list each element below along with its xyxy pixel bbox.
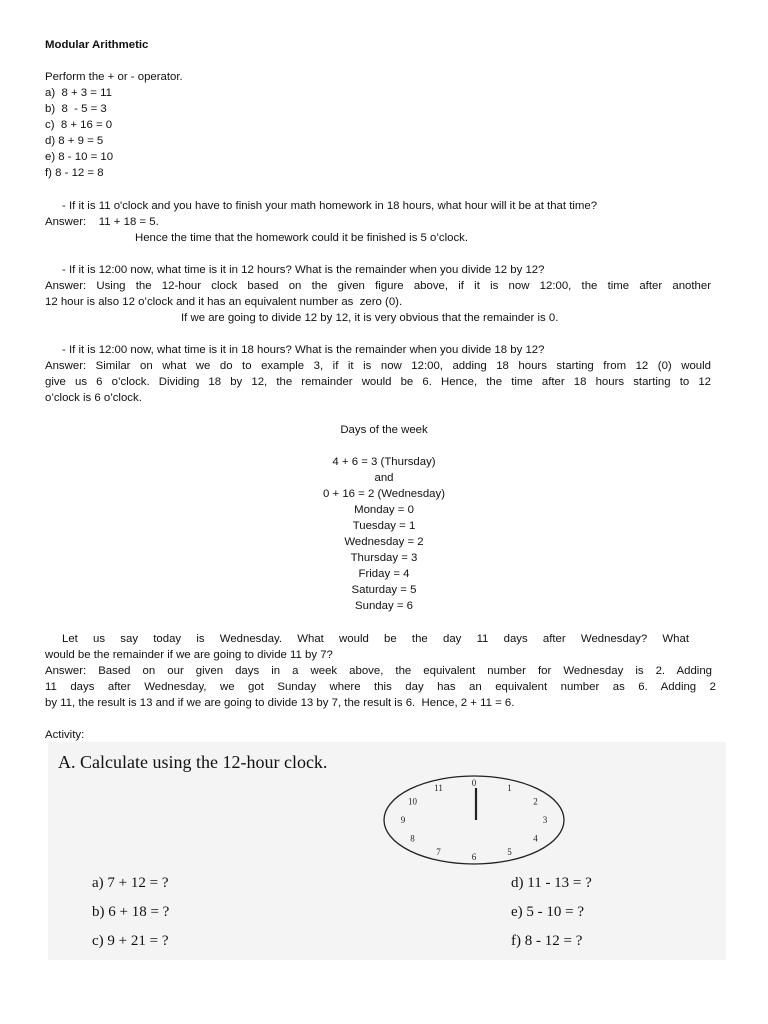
clock-icon xyxy=(384,776,564,864)
clock-number: 5 xyxy=(507,847,512,857)
example1-question: - If it is 11 o'clock and you have to finish your math homework in 18 hours, what hour will it be at that time? xyxy=(62,200,598,212)
example1-answer: Answer: 11 + 18 = 5. xyxy=(45,216,159,228)
activity-problem: c) 9 + 21 = ? xyxy=(92,933,169,949)
day-item: Tuesday = 1 xyxy=(352,520,416,532)
exercise-item: e) 8 - 10 = 10 xyxy=(45,151,114,163)
day-item: Friday = 4 xyxy=(358,568,410,580)
clock-number: 2 xyxy=(533,796,538,807)
clock-number: 1 xyxy=(507,783,512,793)
activity-heading: A. Calculate using the 12-hour clock. xyxy=(58,752,328,772)
days-equation: 0 + 16 = 2 (Wednesday) xyxy=(323,488,445,500)
clock-number: 7 xyxy=(436,847,441,857)
activity-problem: b) 6 + 18 = ? xyxy=(92,904,170,920)
clock-number: 4 xyxy=(533,833,538,844)
example2-question: - If it is 12:00 now, what time is it in 12 hours? What is the remainder when you divide 12 by 12? xyxy=(62,264,545,276)
activity-label: Activity: xyxy=(45,729,85,741)
day-item: Saturday = 5 xyxy=(351,584,417,596)
exercise-item: f) 8 - 12 = 8 xyxy=(45,167,104,179)
activity-svg xyxy=(48,742,726,960)
example4-answer-line: by 11, the result is 13 and if we are going to divide 13 by 7, the result is 6. Hence, 2 + 11 = 6. xyxy=(45,697,515,709)
example3-answer-line: Answer: Similar on what we do to example 3, if it is now 12:00, adding 18 hours starting from 12 (0) would xyxy=(45,360,711,372)
example1-conclusion: Hence the time that the homework could it be finished is 5 o’clock. xyxy=(135,232,469,244)
example4-question-line: would be the remainder if we are going to divide 11 by 7? xyxy=(45,649,333,661)
intro-text: Perform the + or - operator. xyxy=(45,71,183,83)
example3-answer-line: o’clock is 6 o’clock. xyxy=(45,392,142,404)
activity-problem: a) 7 + 12 = ? xyxy=(92,875,169,891)
example4-answer-line: Answer: Based on our given days in a week above, the equivalent number for Wednesday is 2. Adding xyxy=(45,665,712,677)
exercise-item: d) 8 + 9 = 5 xyxy=(45,135,104,147)
exercise-item: c) 8 + 16 = 0 xyxy=(45,119,113,131)
example3-question: - If it is 12:00 now, what time is it in 18 hours? What is the remainder when you divide 18 by 12? xyxy=(62,344,545,356)
clock-number: 11 xyxy=(434,783,443,793)
clock-number: 0 xyxy=(471,778,477,788)
example4-question-line: Let us say today is Wednesday. What would be the day 11 days after Wednesday? What xyxy=(62,633,689,645)
clock-number: 8 xyxy=(410,833,415,844)
example2-conclusion: If we are going to divide 12 by 12, it is very obvious that the remainder is 0. xyxy=(181,312,559,324)
day-item: Sunday = 6 xyxy=(355,600,413,612)
activity-problem: e) 5 - 10 = ? xyxy=(511,904,585,920)
days-heading: Days of the week xyxy=(340,424,428,436)
exercise-item: b) 8 - 5 = 3 xyxy=(45,103,107,115)
example3-answer-line: give us 6 o’clock. Dividing 18 by 12, the remainder would be 6. Hence, the time after 18 hours starting to 12 xyxy=(45,376,711,388)
activity-problem: f) 8 - 12 = ? xyxy=(511,933,583,949)
days-equation: 4 + 6 = 3 (Thursday) xyxy=(332,456,436,468)
clock-number: 3 xyxy=(542,815,548,825)
clock-number: 6 xyxy=(471,852,477,862)
page-title: Modular Arithmetic xyxy=(45,39,149,51)
days-and: and xyxy=(374,472,394,484)
day-item: Monday = 0 xyxy=(354,504,414,516)
activity-problem: d) 11 - 13 = ? xyxy=(511,875,592,891)
example2-answer-line: Answer: Using the 12-hour clock based on the given figure above, if it is now 12:00, the time after another xyxy=(45,280,711,292)
day-item: Wednesday = 2 xyxy=(344,536,424,548)
day-item: Thursday = 3 xyxy=(350,552,418,564)
clock-number: 10 xyxy=(408,796,417,807)
example2-answer-line: 12 hour is also 12 o’clock and it has an equivalent number as zero (0). xyxy=(45,296,403,308)
exercise-item: a) 8 + 3 = 11 xyxy=(45,87,112,99)
activity-image xyxy=(48,742,726,960)
clock-number: 9 xyxy=(400,815,406,825)
example4-answer-line: 11 days after Wednesday, we got Sunday where this day has an equivalent number as 6. Adding 2 xyxy=(45,681,716,693)
